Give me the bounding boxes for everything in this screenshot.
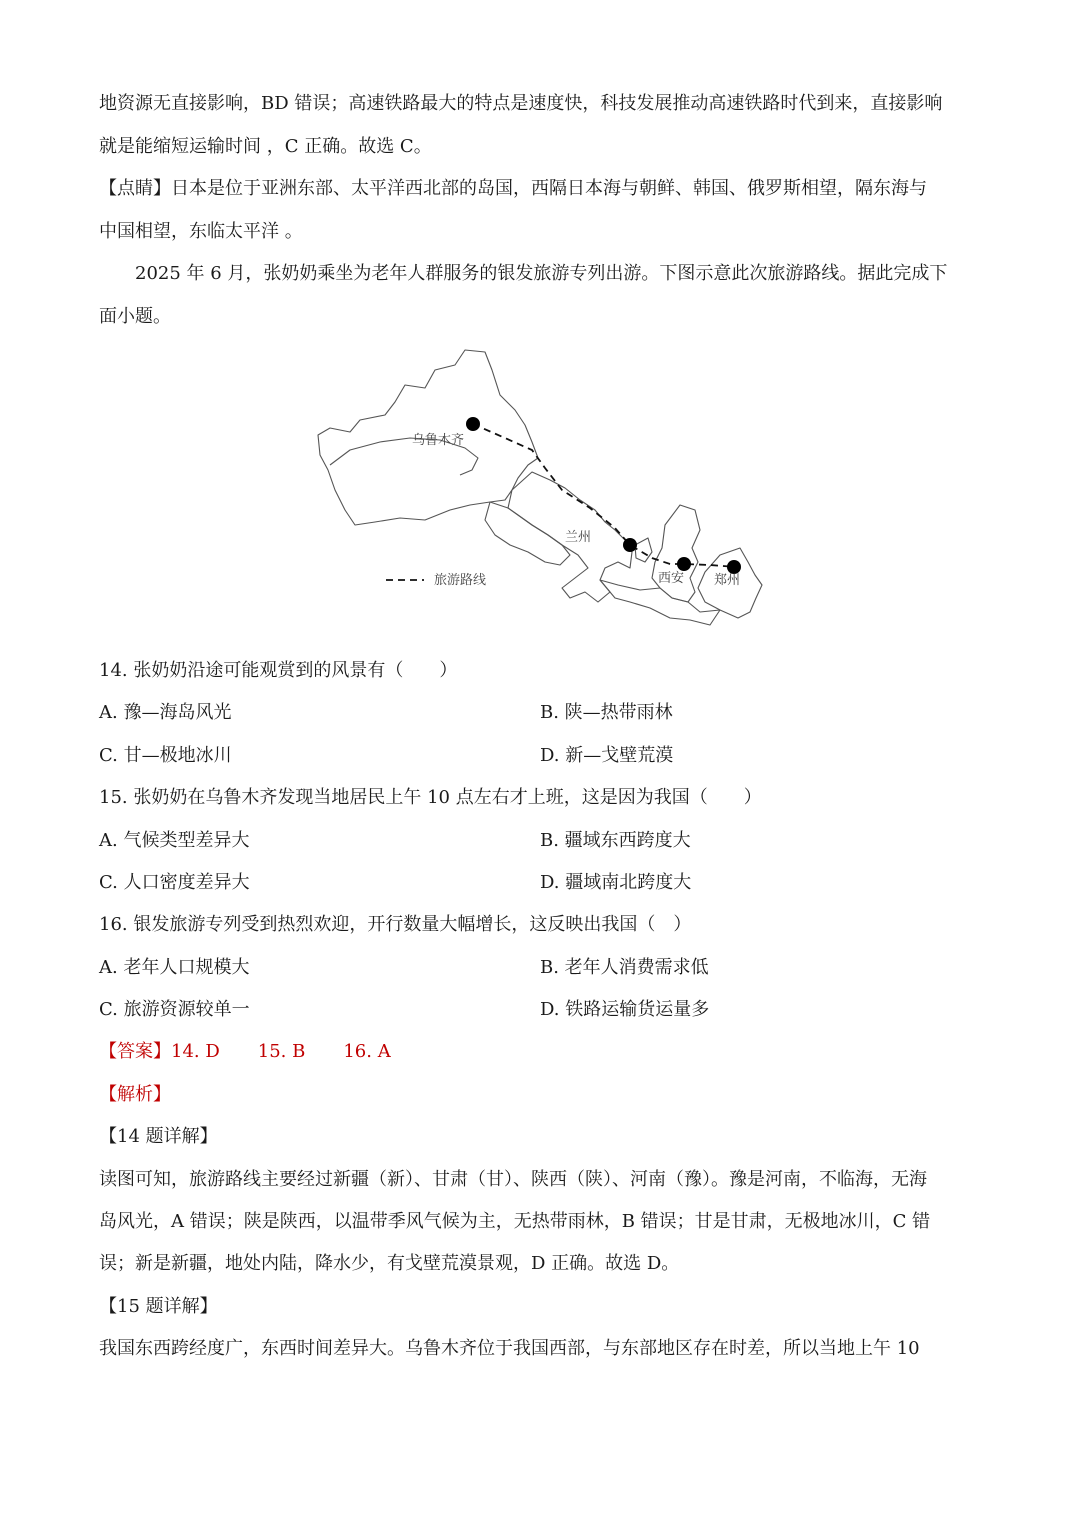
answer-line bbox=[99, 1040, 391, 1064]
city-label: 西安 bbox=[658, 571, 685, 586]
intro-line: 2025 年 6 月，张奶奶乘坐为老年人群服务的银发旅游专列出游。下图示意此次旅游路线。据此完成下 bbox=[135, 263, 948, 284]
option: C. 甘—极地冰川 bbox=[99, 745, 232, 766]
option: C. 人口密度差异大 bbox=[99, 872, 250, 893]
q15-line: 我国东西跨经度广，东西时间差异大。乌鲁木齐位于我国西部，与东部地区存在时差，所以当地上午 10 bbox=[99, 1338, 920, 1359]
paragraph-line: 地资源无直接影响，BD 错误；高速铁路最大的特点是速度快，科技发展推动高速铁路时代到来，直接影响 bbox=[99, 93, 943, 114]
q14-line: 读图可知，旅游路线主要经过新疆（新）、甘肃（甘）、陕西（陕）、河南（豫）。豫是河南，不临海，无海 bbox=[99, 1169, 927, 1190]
south-fragment bbox=[600, 580, 720, 625]
option: B. 疆域东西跨度大 bbox=[540, 830, 691, 851]
question-stem: 14. 张奶奶沿途可能观赏到的风景有（ ） bbox=[99, 660, 458, 681]
option: A. 豫—海岛风光 bbox=[99, 702, 232, 723]
city-dot-urumqi bbox=[466, 417, 480, 431]
option: D. 铁路运输货运量多 bbox=[540, 999, 710, 1020]
intro-line: 面小题。 bbox=[99, 306, 171, 327]
legend-label: 旅游路线 bbox=[434, 573, 487, 588]
city-dot-xian bbox=[677, 557, 691, 571]
city-dot-lanzhou bbox=[623, 538, 637, 552]
analysis-label: 【解析】 bbox=[99, 1084, 171, 1105]
qinghai-outline bbox=[485, 502, 570, 565]
dianjing-line: 中国相望，东临太平洋 。 bbox=[99, 221, 303, 242]
q14-title: 【14 题详解】 bbox=[99, 1126, 218, 1147]
answer-item: 16. A bbox=[343, 1041, 391, 1062]
ningxia-outline bbox=[635, 538, 652, 562]
answer-label: 【答案】 bbox=[99, 1041, 171, 1062]
option: B. 老年人消费需求低 bbox=[540, 957, 709, 978]
q14-line: 岛风光，A 错误；陕是陕西，以温带季风气候为主，无热带雨林，B 错误；甘是甘肃，无极地冰川，C 错 bbox=[99, 1211, 931, 1232]
q14-line: 误；新是新疆，地处内陆，降水少，有戈壁荒漠景观，D 正确。故选 D。 bbox=[99, 1253, 680, 1274]
paragraph-line: 就是能缩短运输时间 ，C 正确。故选 C。 bbox=[99, 136, 432, 157]
shaanxi-outline bbox=[652, 505, 700, 602]
option: C. 旅游资源较单一 bbox=[99, 999, 250, 1020]
option: A. 气候类型差异大 bbox=[99, 830, 250, 851]
answer-item: 14. D bbox=[171, 1041, 220, 1062]
question-stem: 15. 张奶奶在乌鲁木齐发现当地居民上午 10 点左右才上班，这是因为我国（ ） bbox=[99, 787, 762, 808]
city-label: 乌鲁木齐 bbox=[412, 433, 465, 448]
q15-title: 【15 题详解】 bbox=[99, 1296, 218, 1317]
city-dot-zhengzhou bbox=[727, 560, 741, 574]
option: B. 陕—热带雨林 bbox=[540, 702, 673, 723]
option: A. 老年人口规模大 bbox=[99, 957, 250, 978]
route-map bbox=[300, 340, 780, 630]
city-label: 兰州 bbox=[565, 530, 592, 545]
option: D. 疆域南北跨度大 bbox=[540, 872, 692, 893]
option: D. 新—戈壁荒漠 bbox=[540, 745, 674, 766]
answer-item: 15. B bbox=[257, 1041, 306, 1062]
question-stem: 16. 银发旅游专列受到热烈欢迎，开行数量大幅增长，这反映出我国（ ） bbox=[99, 914, 692, 935]
city-label: 郑州 bbox=[714, 573, 741, 588]
dianjing-line: 【点睛】日本是位于亚洲东部、太平洋西北部的岛国，西隔日本海与朝鲜、韩国、俄罗斯相望，隔东海与 bbox=[99, 178, 927, 199]
